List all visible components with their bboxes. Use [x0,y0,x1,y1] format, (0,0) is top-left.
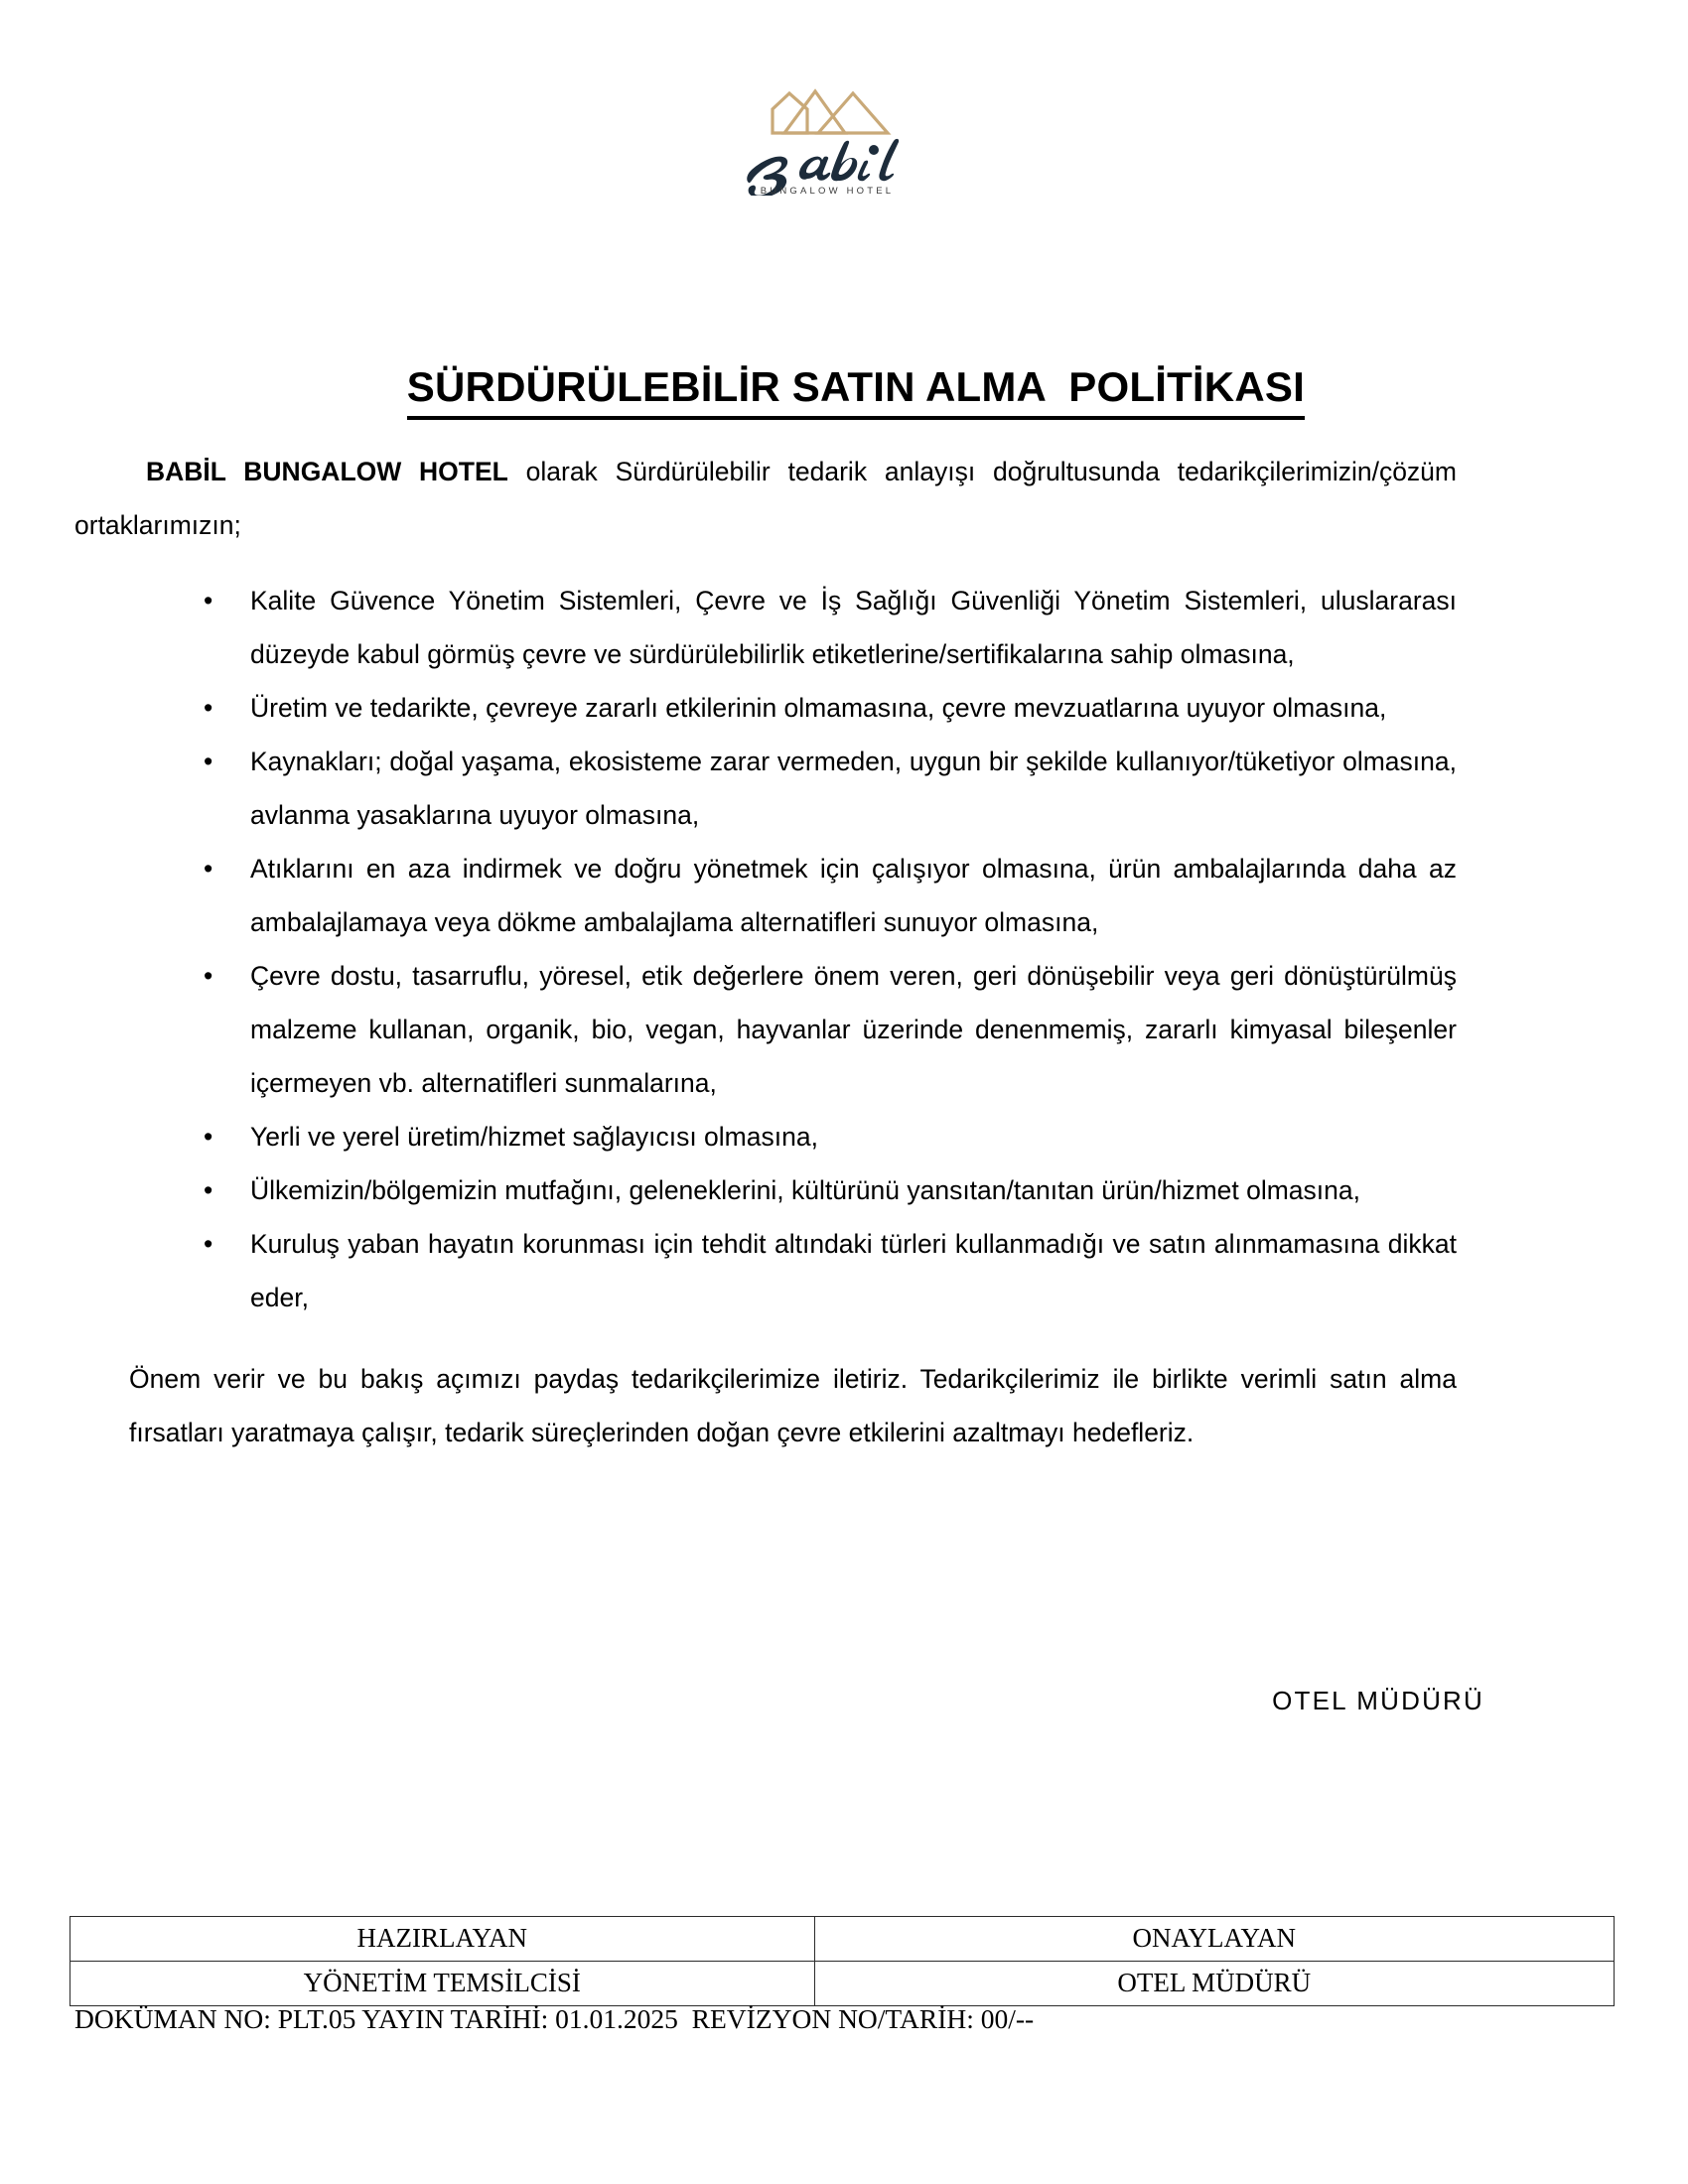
company-name: BABİL BUNGALOW HOTEL [146,457,508,486]
list-item [74,735,1457,842]
list-item [74,681,1457,735]
bullet-icon: • [204,586,213,615]
table-header-approved-by: ONAYLAYAN [814,1917,1615,1962]
list-item [74,842,1457,949]
list-item-text: Kaynakları; doğal yaşama, ekosisteme zarar vermeden, uygun bir şekilde kullanıyor/tüketiyor olmasına, avlanma yasaklarına uyuyor olmasına, [250,747,1457,830]
bullet-icon: • [204,1175,213,1205]
intro-paragraph [74,445,1457,552]
list-item [74,949,1457,1110]
document-body [74,445,1457,1459]
page-title-text: SÜRDÜRÜLEBİLİR SATIN ALMA POLİTİKASI [407,363,1305,420]
intro-paragraph-text: olarak Sürdürülebilir tedarik anlayışı doğrultusunda tedarikçilerimizin/çözüm ortaklarımızın; [74,457,1457,540]
logo-graphic [715,71,973,196]
table-row [70,1962,1615,2006]
list-item [74,1217,1457,1324]
table-row [70,1917,1615,1962]
bullet-icon: • [204,747,213,776]
list-item-text: Atıklarını en aza indirmek ve doğru yönetmek için çalışıyor olmasına, ürün ambalajlarında daha az ambalajlamaya veya dökme ambalajlama alternatifleri sunuyor olmasına, [250,854,1457,937]
bullet-icon: • [204,693,213,723]
list-item [74,1163,1457,1217]
list-item-text: Üretim ve tedarikte, çevreye zararlı etkilerinin olmamasına, çevre mevzuatlarına uyuyor olmasına, [250,693,1387,723]
policy-bullet-list [74,574,1457,1324]
list-item-text: Çevre dostu, tasarruflu, yöresel, etik değerlere önem veren, geri dönüşebilir veya geri dönüştürülmüş malzeme kullanan, organik, bio, vegan, hayvanlar üzerinde denenmemiş, zararlı kimyasal bileşenler içermeyen vb. alternatifleri sunmalarına, [250,961,1457,1098]
table-cell-prepared-by-role: YÖNETİM TEMSİLCİSİ [70,1962,815,2006]
approval-table [70,1916,1615,2006]
bullet-icon: • [204,1229,213,1259]
list-item [74,574,1457,681]
logo-tagline-text: BUNGALOW HOTEL [760,186,895,196]
mountains-icon [773,91,888,133]
list-item-text: Kuruluş yaban hayatın korunması için tehdit altındaki türleri kullanmadığı ve satın alınmamasına dikkat eder, [250,1229,1457,1312]
bullet-icon: • [204,1122,213,1152]
document-footer-info: DOKÜMAN NO: PLT.05 YAYIN TARİHİ: 01.01.2025 REVİZYON NO/TARİH: 00/-- [74,2003,1035,2034]
table-header-prepared-by: HAZIRLAYAN [70,1917,815,1962]
table-cell-approved-by-role: OTEL MÜDÜRÜ [814,1962,1615,2006]
list-item-text: Kalite Güvence Yönetim Sistemleri, Çevre ve İş Sağlığı Güvenliği Yönetim Sistemleri, uluslararası düzeyde kabul görmüş çevre ve sürdürülebilirlik etiketlerine/sertifikalarına sahip olmasına, [250,586,1457,669]
bullet-icon: • [204,854,213,884]
closing-paragraph: Önem verir ve bu bakış açımızı paydaş tedarikçilerimize iletiriz. Tedarikçilerimiz ile birlikte verimli satın alma fırsatları yaratmaya çalışır, tedarik süreçlerinden doğan çevre etkilerini azaltmayı hedefleriz. [129,1364,1457,1447]
page-title [0,316,1688,420]
list-item-text: Ülkemizin/bölgemizin mutfağını, geleneklerini, kültürünü yansıtan/tanıtan ürün/hizmet olmasına, [250,1175,1360,1205]
bullet-icon: • [204,961,213,991]
signature-title: OTEL MÜDÜRÜ [1272,1686,1484,1715]
list-item-text: Yerli ve yerel üretim/hizmet sağlayıcısı olmasına, [250,1122,818,1152]
list-item [74,1110,1457,1163]
company-logo [0,71,1688,201]
